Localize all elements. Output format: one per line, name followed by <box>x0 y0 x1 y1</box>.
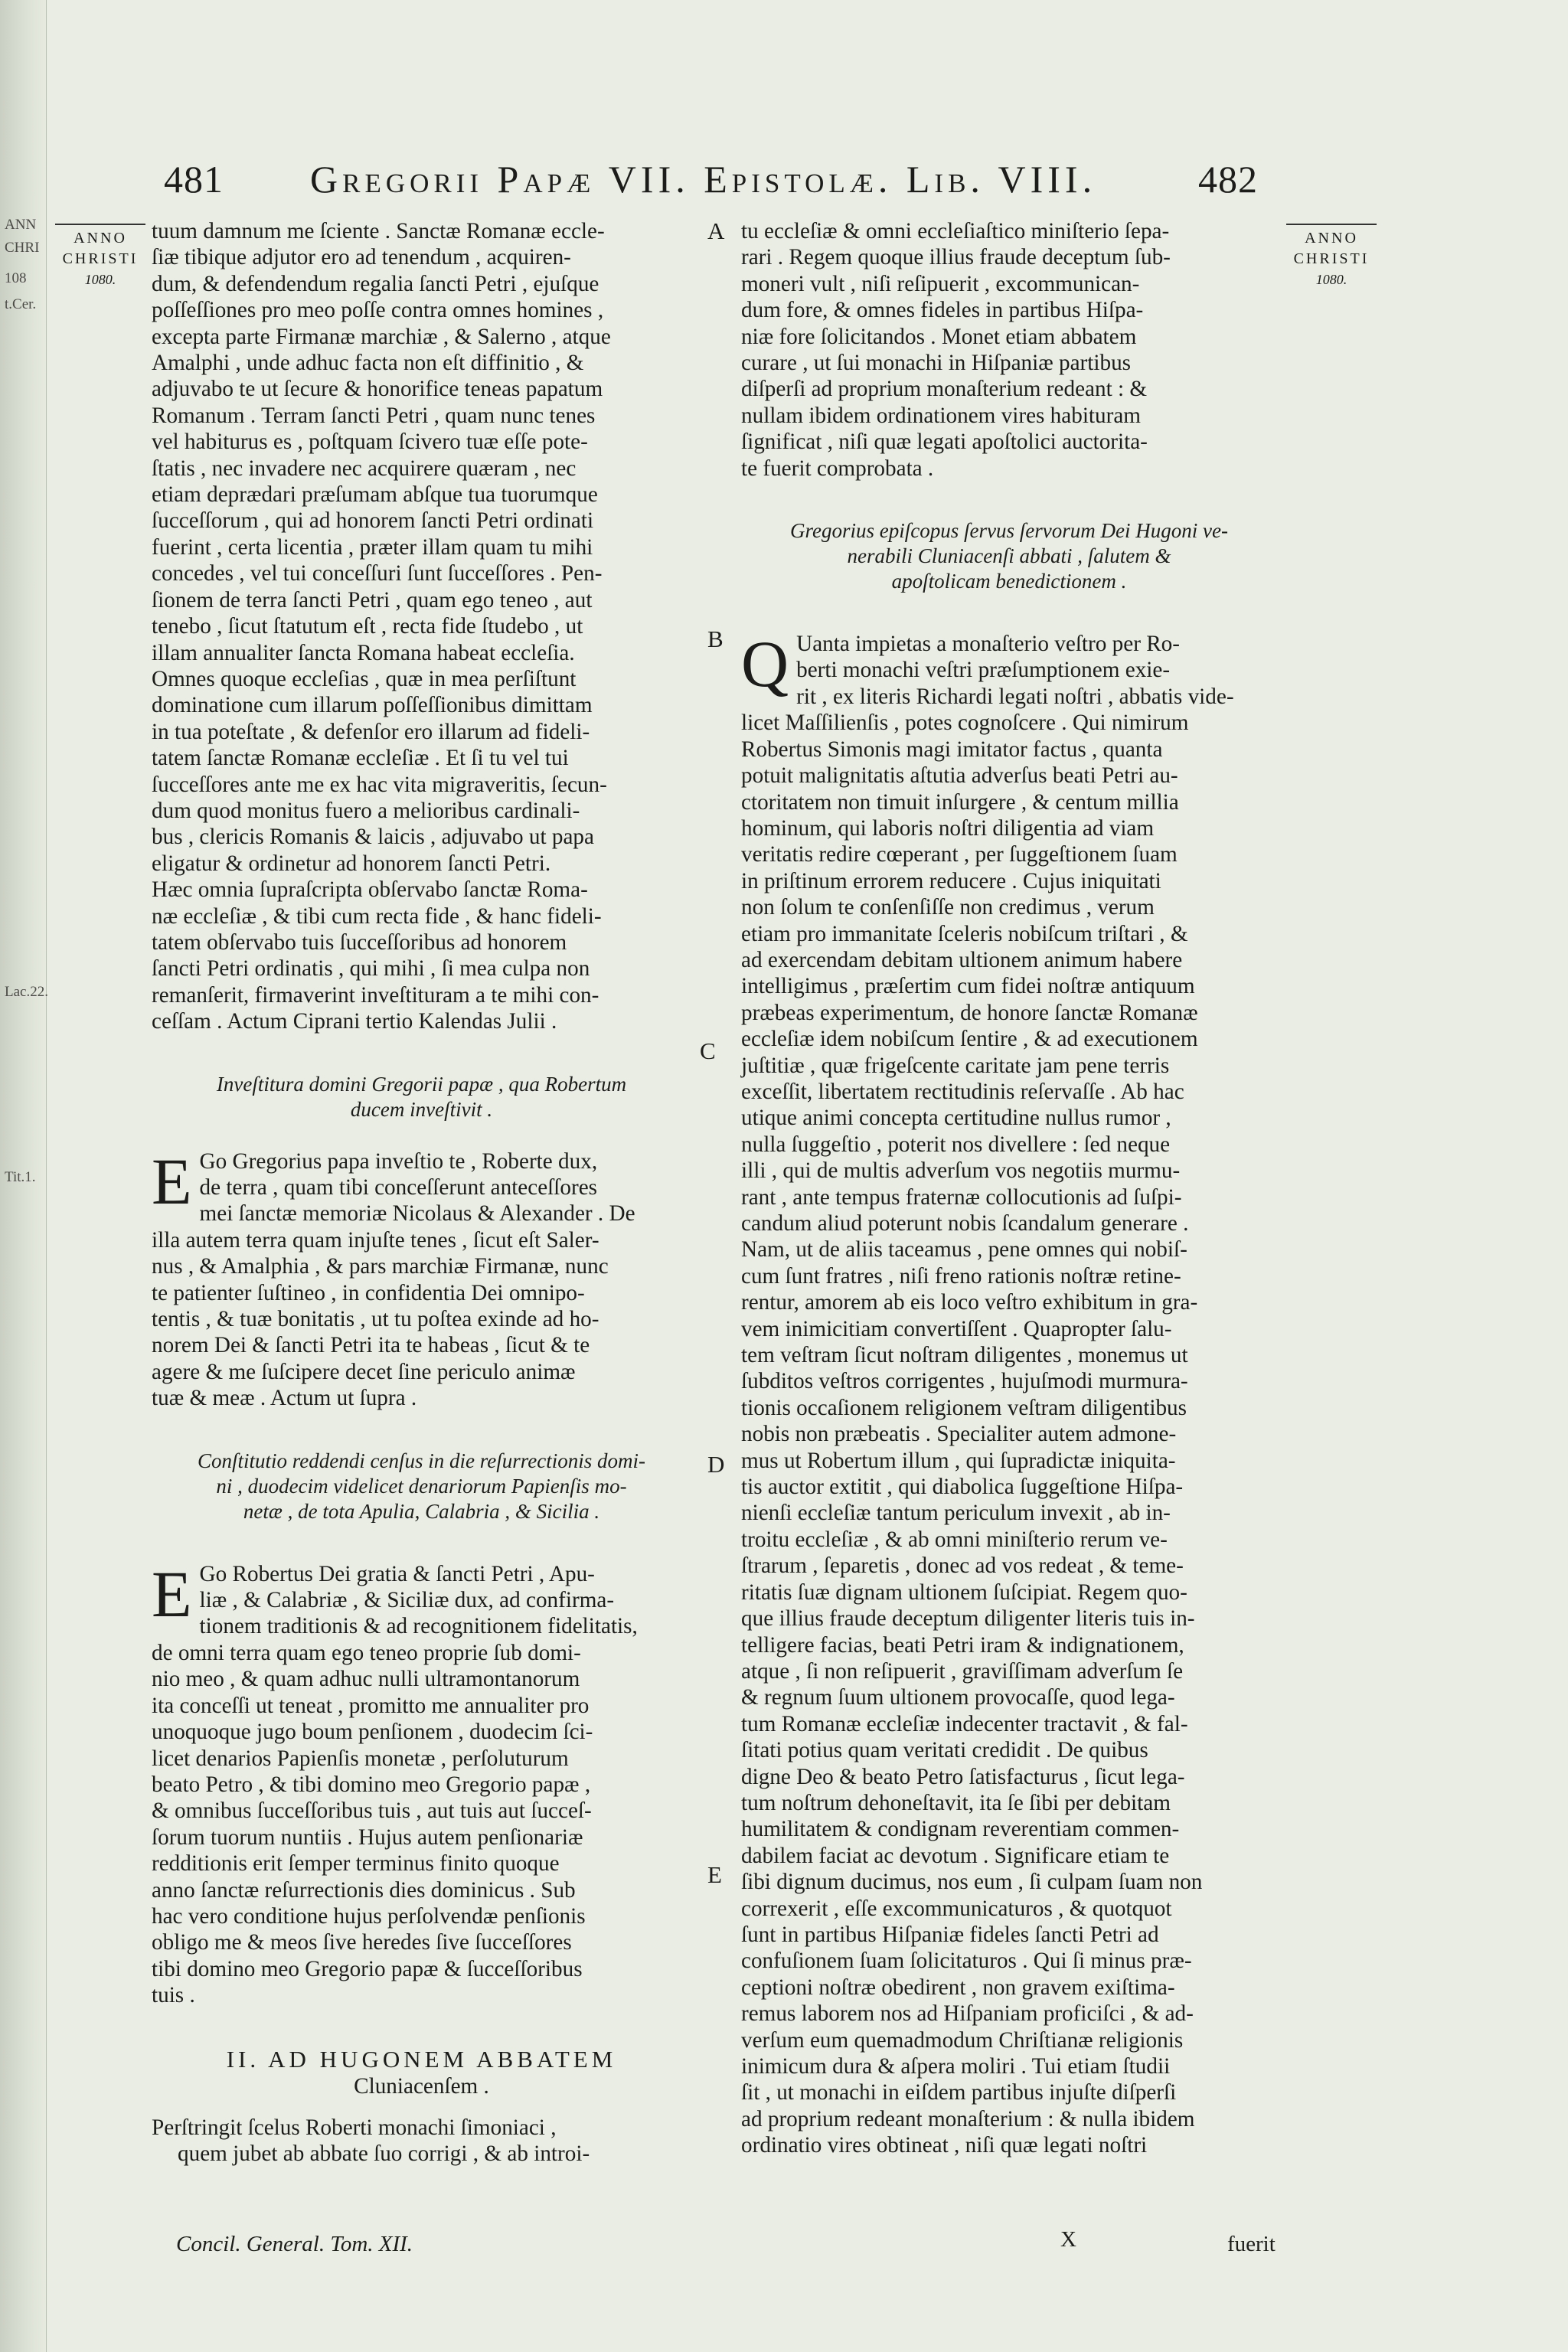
text-line: potuit malignitatis aſtutia adverſus beati Petri au- <box>741 763 1178 789</box>
text-line: nulla ſuggeſtio , poterit nos divellere : ſed neque <box>741 1132 1171 1157</box>
text-line: illi , qui de multis adverſum vos negotiis murmu- <box>741 1158 1181 1184</box>
drop-cap: Q <box>741 627 789 701</box>
text-line: troitu eccleſiæ , & ab omni miniſterio rerum ve- <box>741 1527 1168 1552</box>
text-line: liæ , & Calabriæ , & Siciliæ dux, ad confirma- <box>199 1588 615 1613</box>
text-line: ctoritatem non timuit inſurgere , & centum millia <box>741 789 1179 815</box>
text-line: diſperſi ad proprium monaſterium redeant : & <box>741 377 1148 402</box>
text-line: bus , clericis Romanis & laicis , adjuvabo ut papa <box>152 825 594 850</box>
text-line: tum Romanæ eccleſiæ indecenter tractavit , & fal- <box>741 1711 1188 1736</box>
text-line: illam annualiter ſancta Romana habeat eccleſia. <box>152 640 575 665</box>
text-line: ſorum tuorum nuntiis . Hujus autem penſionariæ <box>152 1824 583 1850</box>
text-line: nerabili Cluniacenſi abbati , ſalutem & <box>847 544 1171 568</box>
text-line: ritatis ſuæ dignam ultionem ſuſcipiat. Regem quo- <box>741 1579 1187 1605</box>
text-line: Uanta impietas a monaſterio veſtro per Ro- <box>796 632 1180 657</box>
text-line: Perſtringit ſcelus Roberti monachi ſimoniaci , <box>152 2115 557 2140</box>
text-line: ſucceſſorum , qui ad honorem ſancti Petri ordinati <box>152 508 594 534</box>
text-line: confuſionem ſuam ſolicitaturos . Qui ſi minus præ- <box>741 1949 1192 1974</box>
text-line: concedes , vel tui conceſſuri ſunt ſucceſſores . Pen- <box>152 561 603 586</box>
left-page-number: 481 <box>164 158 224 201</box>
catchword: fuerit <box>1227 2232 1276 2256</box>
text-line: cum ſunt fratres , niſi freno rationis noſtræ retine- <box>741 1263 1181 1289</box>
text-line: digne Deo & beato Petro ſatisfacturus , ſicut lega- <box>741 1764 1185 1789</box>
text-line: tuæ & meæ . Actum ut ſupra . <box>152 1386 417 1411</box>
text-line: Go Robertus Dei gratia & ſancti Petri , Apu- <box>199 1561 595 1586</box>
text-line: adjuvabo te ut ſecure & honorifice teneas papatum <box>152 377 603 402</box>
paragraph-summary-cont <box>741 218 1277 482</box>
section-marker-d: D <box>707 1451 725 1478</box>
left-column <box>152 218 691 2167</box>
text-line: telligere facias, beati Petri iram & indignationem, <box>741 1632 1184 1658</box>
heading-salutation <box>741 518 1277 594</box>
text-line: verſum eum quemadmodum Chriſtianæ religionis <box>741 2027 1184 2053</box>
christi-label: CHRISTI <box>62 250 139 267</box>
text-line: tem veſtram ſicut noſtram diligentes , monemus ut <box>741 1343 1188 1368</box>
text-line: nus , & Amalphia , & pars marchiæ Firmanæ, nunc <box>152 1254 609 1279</box>
text-line: correxerit , eſſe excommunicaturos , & quotquot <box>741 1896 1172 1921</box>
text-line: Robertus Simonis magi imitator factus , quanta <box>741 737 1163 762</box>
signature-mark: X <box>1060 2227 1080 2252</box>
letter-title: II. AD HUGONEM ABBATEM <box>226 2045 617 2073</box>
text-line: unoquoque jugo boum penſionem , duodecim ſci- <box>152 1720 593 1745</box>
text-line: quem jubet ab abbate ſuo corrigi , & ab introi- <box>178 2141 590 2166</box>
anno-year: 1080. <box>1315 272 1348 287</box>
text-line: etiam pro immanitate ſceleris nobiſcum triſtari , & <box>741 921 1188 946</box>
text-line: excepta parte Firmanæ marchiæ , & Salerno , atque <box>152 324 611 349</box>
paragraph-oath <box>152 218 691 1035</box>
letter-summary <box>152 2115 691 2167</box>
text-line: rari . Regem quoque illius fraude deceptum ſub- <box>741 245 1171 270</box>
text-line: exceſſit, libertatem rectitudinis reſervaſſe . Ab hac <box>741 1079 1184 1104</box>
drop-cap: E <box>152 1144 192 1218</box>
gutter-note: Lac.22. <box>5 984 48 1000</box>
text-line: tum noſtrum dehoneſtavit, ita ſe ſibi per debitam <box>741 1790 1171 1815</box>
text-line: in priſtinum errorem reducere . Cujus iniquitati <box>741 868 1161 893</box>
text-line: ſancti Petri ordinatis , qui mihi , ſi mea culpa non <box>152 956 590 982</box>
text-line: utique animi concepta certitudine nullus rumor , <box>741 1106 1171 1131</box>
text-line: & regnum ſuum ultionem provocaſſe, quod lega- <box>741 1685 1175 1710</box>
text-line: mus ut Robertum illum , qui ſupradictæ iniquita- <box>741 1448 1176 1473</box>
text-line: tionis occaſionem religionem veſtram diligentibus <box>741 1395 1187 1420</box>
text-line: tuis . <box>152 1983 195 2008</box>
text-line: eccleſiæ idem nobiſcum ſentire , & ad executionem <box>741 1027 1198 1052</box>
christi-label: CHRISTI <box>1293 250 1370 267</box>
text-line: netæ , de tota Apulia, Calabria , & Sicilia . <box>243 1499 600 1523</box>
text-line: rit , ex literis Richardi legati noſtri , abbatis vide- <box>796 684 1234 709</box>
letter-subtitle: Cluniacenſem . <box>354 2073 489 2099</box>
text-line: tuum damnum me ſciente . Sanctæ Romanæ eccle- <box>152 219 605 243</box>
anno-year: 1080. <box>84 272 116 287</box>
text-line: in tua poteſtate , & defenſor ero illarum ad fideli- <box>152 719 590 744</box>
text-line: næ eccleſiæ , & tibi cum recta fide , & hanc fideli- <box>152 903 602 929</box>
gutter-note: t.Cer. <box>5 296 37 312</box>
text-line: hac vero conditione hujus perſolvendæ penſionis <box>152 1903 586 1929</box>
text-line: agere & me ſuſcipere decet ſine periculo animæ <box>152 1359 576 1384</box>
text-line: & omnibus ſucceſſoribus tuis , aut tuis aut ſucceſ- <box>152 1798 592 1824</box>
right-column <box>741 218 1277 2159</box>
text-line: ad proprium redeant monaſterium : & nulla ibidem <box>741 2106 1195 2132</box>
text-line: te patienter ſuſtineo , in confidentia Dei omnipo- <box>152 1280 585 1305</box>
text-line: ſibi dignum ducimus, nos eum , ſi culpam ſuam non <box>741 1870 1203 1895</box>
text-line: curare , ut ſui monachi in Hiſpaniæ partibus <box>741 351 1132 376</box>
text-line: Omnes quoque eccleſias , quæ in mea perſiſtunt <box>152 666 577 691</box>
paragraph-investiture <box>152 1144 691 1412</box>
anno-label: ANNO <box>1305 230 1358 247</box>
text-line: licet denarios Papienſis monetæ , perſoluturum <box>152 1746 569 1771</box>
text-line: candum aliud poterunt nobis ſcandalum generare . <box>741 1211 1189 1236</box>
gutter-note: 108 <box>5 270 27 286</box>
text-line: remanſerit, firmaverint inveſtituram a te mihi con- <box>152 982 599 1008</box>
text-line: etiam deprædari præſumam abſque tua tuorumque <box>152 482 598 508</box>
text-line: Hæc omnia ſupraſcripta obſervabo ſanctæ Roma- <box>152 877 588 903</box>
text-line: nobis non præbeatis . Specialiter autem admone- <box>741 1422 1177 1447</box>
gutter-note: ANN <box>5 217 37 233</box>
heading-census <box>152 1449 691 1524</box>
text-line: ſit , ut monachi in eiſdem partibus injuſte diſperſi <box>741 2080 1177 2105</box>
text-line: anno ſanctæ reſurrectionis dies dominicus . Sub <box>152 1877 576 1903</box>
text-line: de terra , quam tibi conceſſerunt anteceſſores <box>199 1175 598 1200</box>
text-line: redditionis erit ſemper terminus finito quoque <box>152 1851 560 1877</box>
text-line: nullam ibidem ordinationem vires habituram <box>741 403 1142 428</box>
text-line: ſucceſſores ante me ex hac vita migraveritis, ſecun- <box>152 772 607 797</box>
text-line: veritatis redire cœperant , per ſuggeſtionem ſuam <box>741 842 1178 867</box>
text-line: ordinatio vires obtineat , niſi quæ legati noſtri <box>741 2133 1148 2158</box>
text-line: tu eccleſiæ & omni eccleſiaſtico miniſterio ſepa- <box>741 219 1170 243</box>
paragraph-letter <box>741 627 1277 2159</box>
text-line: ad exercendam debitam ultionem animum habere <box>741 947 1183 972</box>
text-line: te fuerit comprobata . <box>741 456 934 481</box>
text-line: intelligimus , præſertim cum fidei noſtræ antiquum <box>741 974 1195 999</box>
text-line: illa autem terra quam injuſte tenes , ſicut eſt Saler- <box>152 1227 599 1253</box>
text-line: moneri vult , niſi reſipuerit , excommunican- <box>741 271 1140 296</box>
text-line: Conſtitutio reddendi cenſus in die reſurrectionis domi- <box>198 1449 645 1472</box>
text-line: apoſtolicam benedictionem . <box>891 570 1127 593</box>
text-line: licet Maſſilienſis , potes cognoſcere . Qui nimirum <box>741 710 1189 736</box>
text-line: berti monachi veſtri præſumptionem exie- <box>796 658 1171 683</box>
text-line: dabilem faciat ac devotum . Significare etiam te <box>741 1843 1170 1868</box>
anno-christi-left <box>55 224 145 290</box>
text-line: dum quod monitus fuero a melioribus cardinali- <box>152 798 580 823</box>
heading-investiture <box>152 1072 691 1122</box>
text-line: mei ſanctæ memoriæ Nicolaus & Alexander . De <box>199 1201 635 1227</box>
text-line: rant , ante tempus fraternæ collocutionis ad ſuſpi- <box>741 1184 1182 1210</box>
text-line: fuerint , certa licentia , præter illam quam tu mihi <box>152 534 593 560</box>
section-marker-c: C <box>700 1037 716 1064</box>
text-line: ſunt in partibus Hiſpaniæ fideles ſancti Petri ad <box>741 1922 1159 1947</box>
text-line: tentis , & tuæ bonitatis , ut tu poſtea exinde ad ho- <box>152 1307 599 1332</box>
text-line: inimicum dura & aſpera moliri . Tui etiam ſtudii <box>741 2054 1171 2079</box>
text-line: non ſolum te conſenſiſſe non credimus , verum <box>741 895 1155 920</box>
section-marker-b: B <box>707 626 724 652</box>
text-line: de omni terra quam ego teneo proprie ſub domi- <box>152 1640 581 1665</box>
text-line: tatem ſanctæ Romanæ eccleſiæ . Et ſi tu vel tui <box>152 746 569 771</box>
section-marker-e: E <box>707 1861 722 1888</box>
anno-label: ANNO <box>74 230 127 247</box>
text-line: ſionem de terra ſancti Petri , quam ego teneo , aut <box>152 587 593 612</box>
text-line: præbeas experimentum, de honore ſanctæ Romanæ <box>741 1000 1198 1025</box>
text-line: obligo me & meos ſive heredes ſive ſucceſſores <box>152 1930 572 1955</box>
text-line: tionem traditionis & ad recognitionem fidelitatis, <box>199 1614 638 1639</box>
text-line: ceptioni noſtræ obedirent , non gravem exiſtima- <box>741 1975 1175 2000</box>
text-line: ſignificat , niſi quæ legati apoſtolici auctorita- <box>741 430 1148 455</box>
text-line: humilitatem & condignam reverentiam commen- <box>741 1817 1180 1842</box>
text-line: ſitati potius quam veritati credidit . De quibus <box>741 1738 1148 1763</box>
anno-christi-right <box>1286 224 1377 290</box>
text-line: niæ fore ſolicitandos . Monet etiam abbatem <box>741 324 1137 349</box>
text-line: ni , duodecim videlicet denariorum Papienſis mo- <box>216 1474 627 1498</box>
text-line: que illius fraude deceptum diligenter literis tuis in- <box>741 1606 1195 1632</box>
text-line: poſſeſſiones pro meo poſſe contra omnes homines , <box>152 298 604 323</box>
text-line: juſtitiæ , quæ frigeſcente caritate jam pene terris <box>741 1053 1170 1078</box>
text-line: Gregorius epiſcopus ſervus ſervorum Dei Hugoni ve- <box>790 519 1228 543</box>
page-gutter <box>0 0 47 2352</box>
text-line: eligatur & ordinetur ad honorem ſancti Petri. <box>152 851 551 876</box>
text-line: ſtatis , nec invadere nec acquirere quæram , nec <box>152 456 577 481</box>
text-line: ducem inveſtivit . <box>350 1097 493 1121</box>
text-line: atque , ſi non reſipuerit , graviſſimam adverſum ſe <box>741 1658 1184 1684</box>
text-line: Nam, ut de aliis taceamus , pene omnes qui nobiſ- <box>741 1237 1187 1263</box>
text-line: Romanum . Terram ſancti Petri , quam nunc tenes <box>152 403 596 428</box>
text-line: ſubditos veſtros corrigentes , hujuſmodi murmura- <box>741 1369 1188 1394</box>
text-line: ſtrarum , ſeparetis , donec ad vos redeat , & teme- <box>741 1553 1184 1579</box>
text-line: beato Petro , & tibi domino meo Gregorio papæ , <box>152 1772 591 1797</box>
text-line: hominum, qui laboris noſtri diligentia ad viam <box>741 815 1155 841</box>
drop-cap: E <box>152 1557 192 1631</box>
text-line: dum, & defendendum regalia ſancti Petri , ejuſque <box>152 271 599 296</box>
text-line: tenebo , ſicut ſtatutum eſt , recta fide ſtudebo , ut <box>152 614 583 639</box>
text-line: tis auctor extitit , qui diabolica ſuggeſtione Hiſpa- <box>741 1475 1184 1500</box>
text-line: nio meo , & quam adhuc nulli ultramontanorum <box>152 1667 580 1692</box>
text-line: tatem obſervabo tuis ſucceſſoribus ad honorem <box>152 929 567 955</box>
text-line: norem Dei & ſancti Petri ita te habeas , ſicut & te <box>152 1333 590 1358</box>
text-line: tibi domino meo Gregorio papæ & ſucceſſoribus <box>152 1956 583 1981</box>
text-line: Inveſtitura domini Gregorii papæ , qua Robertum <box>216 1072 627 1096</box>
gutter-note: Tit.1. <box>5 1169 36 1185</box>
text-line: Go Gregorius papa inveſtio te , Roberte dux, <box>199 1148 598 1174</box>
text-line: ita conceſſi ut teneat , promitto me annualiter pro <box>152 1693 590 1718</box>
running-title: Gregorii Papæ VII. Epistolæ. Lib. VIII. <box>310 158 1097 201</box>
text-line: Amalphi , unde adhuc facta non eſt diffinitio , & <box>152 351 584 376</box>
paragraph-census <box>152 1557 691 2009</box>
text-line: ceſſam . Actum Ciprani tertio Kalendas Julii . <box>152 1009 557 1034</box>
text-line: rentur, amorem ab eis loco veſtro exhibitum in gra- <box>741 1290 1198 1315</box>
footer-book-reference: Concil. General. Tom. XII. <box>176 2232 413 2256</box>
text-line: remus laborem nos ad Hiſpaniam proficiſci , & ad- <box>741 2001 1194 2027</box>
text-line: dominatione cum illarum poſſeſſionibus dimittam <box>152 693 593 718</box>
text-line: dum fore, & omnes fideles in partibus Hiſpa- <box>741 298 1144 323</box>
text-line: ſiæ tibique adjutor ero ad tenendum , acquiren- <box>152 245 571 270</box>
gutter-note: CHRI <box>5 240 40 256</box>
section-marker-a: A <box>707 217 725 244</box>
text-line: nienſi eccleſiæ tantum periculum invexit , ab in- <box>741 1501 1171 1526</box>
right-page-number: 482 <box>1198 158 1258 201</box>
text-line: vem inimicitiam convertiſſent . Quapropter ſalu- <box>741 1316 1172 1341</box>
text-line: vel habiturus es , poſtquam ſcivero tuæ eſſe pote- <box>152 430 588 455</box>
